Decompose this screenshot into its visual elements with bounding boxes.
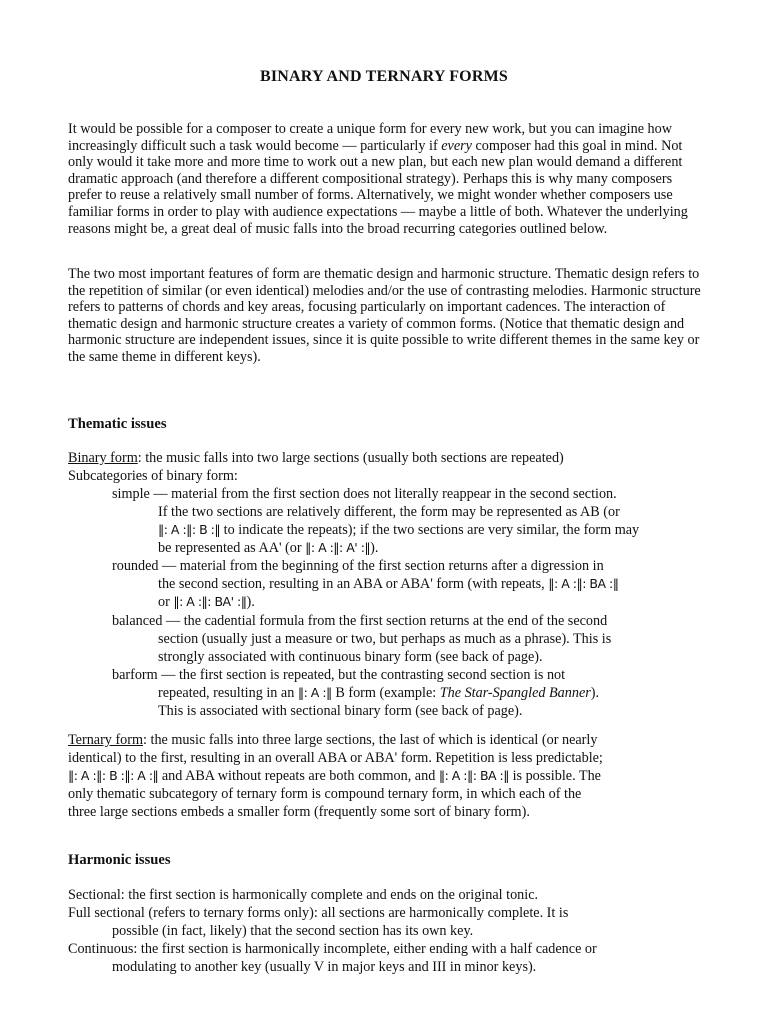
page-title: BINARY AND TERNARY FORMS [260,68,508,85]
ternary-line-2: identical) to the first, resulting in an overall ABA or ABA' form. Repetition is less predictable; [68,750,603,766]
continuous-line-1: Continuous: the first section is harmonically incomplete, either ending with a half cadence or [68,941,597,957]
barform-line-2 [158,684,599,702]
repeat-notation: ‖: A :‖: B :‖: A :‖ [68,768,159,783]
barform-line-2-mid: B form (example: [331,685,440,701]
simple-line-4 [158,539,378,557]
simple-line-2: If the two sections are relatively different, the form may be represented as AB (or [158,504,620,520]
barform-line-2-post: ). [590,685,600,701]
section-heading-harmonic: Harmonic issues [68,852,171,868]
rounded-line-3 [158,593,255,611]
rounded-line-1: rounded — material from the beginning of the first section returns after a digression in [112,558,604,574]
full-sectional-line-1: Full sectional (refers to ternary forms only): all sections are harmonically complete. It is [68,905,569,921]
repeat-notation: ‖: A :‖: BA' :‖ [173,594,247,609]
simple-line-1: simple — material from the first section does not literally reappear in the second section. [112,486,617,502]
ternary-line-3-post: is possible. The [509,768,601,784]
ternary-line-1-text: : the music falls into three large sections, the last of which is identical (or nearly [143,732,598,748]
binary-form-term: Binary form [68,450,138,466]
simple-line-4-post: ). [370,540,379,556]
barform-line-2-pre: repeated, resulting in an [158,685,298,701]
barform-example-title: The Star-Spangled Banner [439,685,591,701]
repeat-notation: ‖: A :‖: BA :‖ [548,576,619,591]
simple-line-3-text: to indicate the repeats); if the two sections are very similar, the form may [220,522,640,538]
balanced-line-1: balanced — the cadential formula from the first section returns at the end of the second [112,613,608,629]
ternary-line-3-mid: and ABA without repeats are both common, and [158,768,439,784]
intro-p1-part1: It would be possible for a composer to create a unique form for every new work, but you can imagine how increasingly difficult such a task would become — particularly if [68,121,672,154]
full-sectional-line-2: possible (in fact, likely) that the second section has its own key. [112,923,474,939]
repeat-notation: ‖: A :‖: B :‖ [158,522,221,537]
ternary-form-term: Ternary form [68,732,144,748]
ternary-line-1 [68,731,597,749]
ternary-line-4: only thematic subcategory of ternary form is compound ternary form, in which each of the [68,786,582,802]
simple-line-3 [158,521,639,539]
binary-form-text: : the music falls into two large sections (usually both sections are repeated) [137,450,564,466]
sectional-definition: Sectional: the first section is harmonically complete and ends on the original tonic. [68,887,539,903]
repeat-notation: ‖: A :‖: A' :‖ [305,540,371,555]
repeat-notation: ‖: A :‖ [297,685,332,700]
barform-line-1: barform — the first section is repeated, but the contrasting second section is not [112,667,566,683]
rounded-line-3-post: ). [246,594,255,610]
rounded-line-3-pre: or [158,594,174,610]
balanced-line-2: section (usually just a measure or two, but perhaps as much as a phrase). This is [158,631,612,647]
binary-form-definition [68,449,564,467]
continuous-line-2: modulating to another key (usually V in major keys and III in minor keys). [112,959,537,975]
ternary-line-5: three large sections embeds a smaller form (frequently some sort of binary form). [68,804,530,820]
intro-paragraph-1 [68,121,708,237]
balanced-line-3: strongly associated with continuous binary form (see back of page). [158,649,543,665]
intro-paragraph-2: The two most important features of form are thematic design and harmonic structure. Thematic design refers to the repetition of similar (or even identical) melodies and/or the use of contrasting melodies. Harmonic structure refers to patterns of chords and key areas, focusing particularly on important cadences. The interaction of thematic design and harmonic structure creates a variety of common forms. (Notice that thematic design and harmonic structure are independent issues, since it is quite possible to write different themes in the same key or the same theme in different keys). [68,266,701,365]
section-heading-thematic: Thematic issues [68,416,167,432]
intro-p1-part2: composer had this goal in mind. Not only would it take more and more time to work out a new plan, but each new plan would demand a different dramatic approach (and therefore a different compositional strategy). Perhaps this is why many composers prefer to reuse a relatively small number of forms. Alternatively, we might wonder whether composers use familiar forms in order to play with audience expectations — maybe a little of both. Whatever the underlying reasons might be, a great deal of music falls into the broad recurring categories outlined below. [68,137,688,237]
rounded-line-2 [158,575,618,593]
rounded-line-2-pre: the second section, resulting in an ABA or ABA' form (with repeats, [158,576,549,592]
binary-subcategories-label: Subcategories of binary form: [68,468,238,484]
barform-line-3: This is associated with sectional binary form (see back of page). [158,703,523,719]
ternary-line-3 [68,767,601,785]
intro-p1-emphasis: every [441,137,472,154]
simple-line-4-pre: be represented as AA' (or [158,540,306,556]
repeat-notation: ‖: A :‖: BA :‖ [438,768,510,783]
